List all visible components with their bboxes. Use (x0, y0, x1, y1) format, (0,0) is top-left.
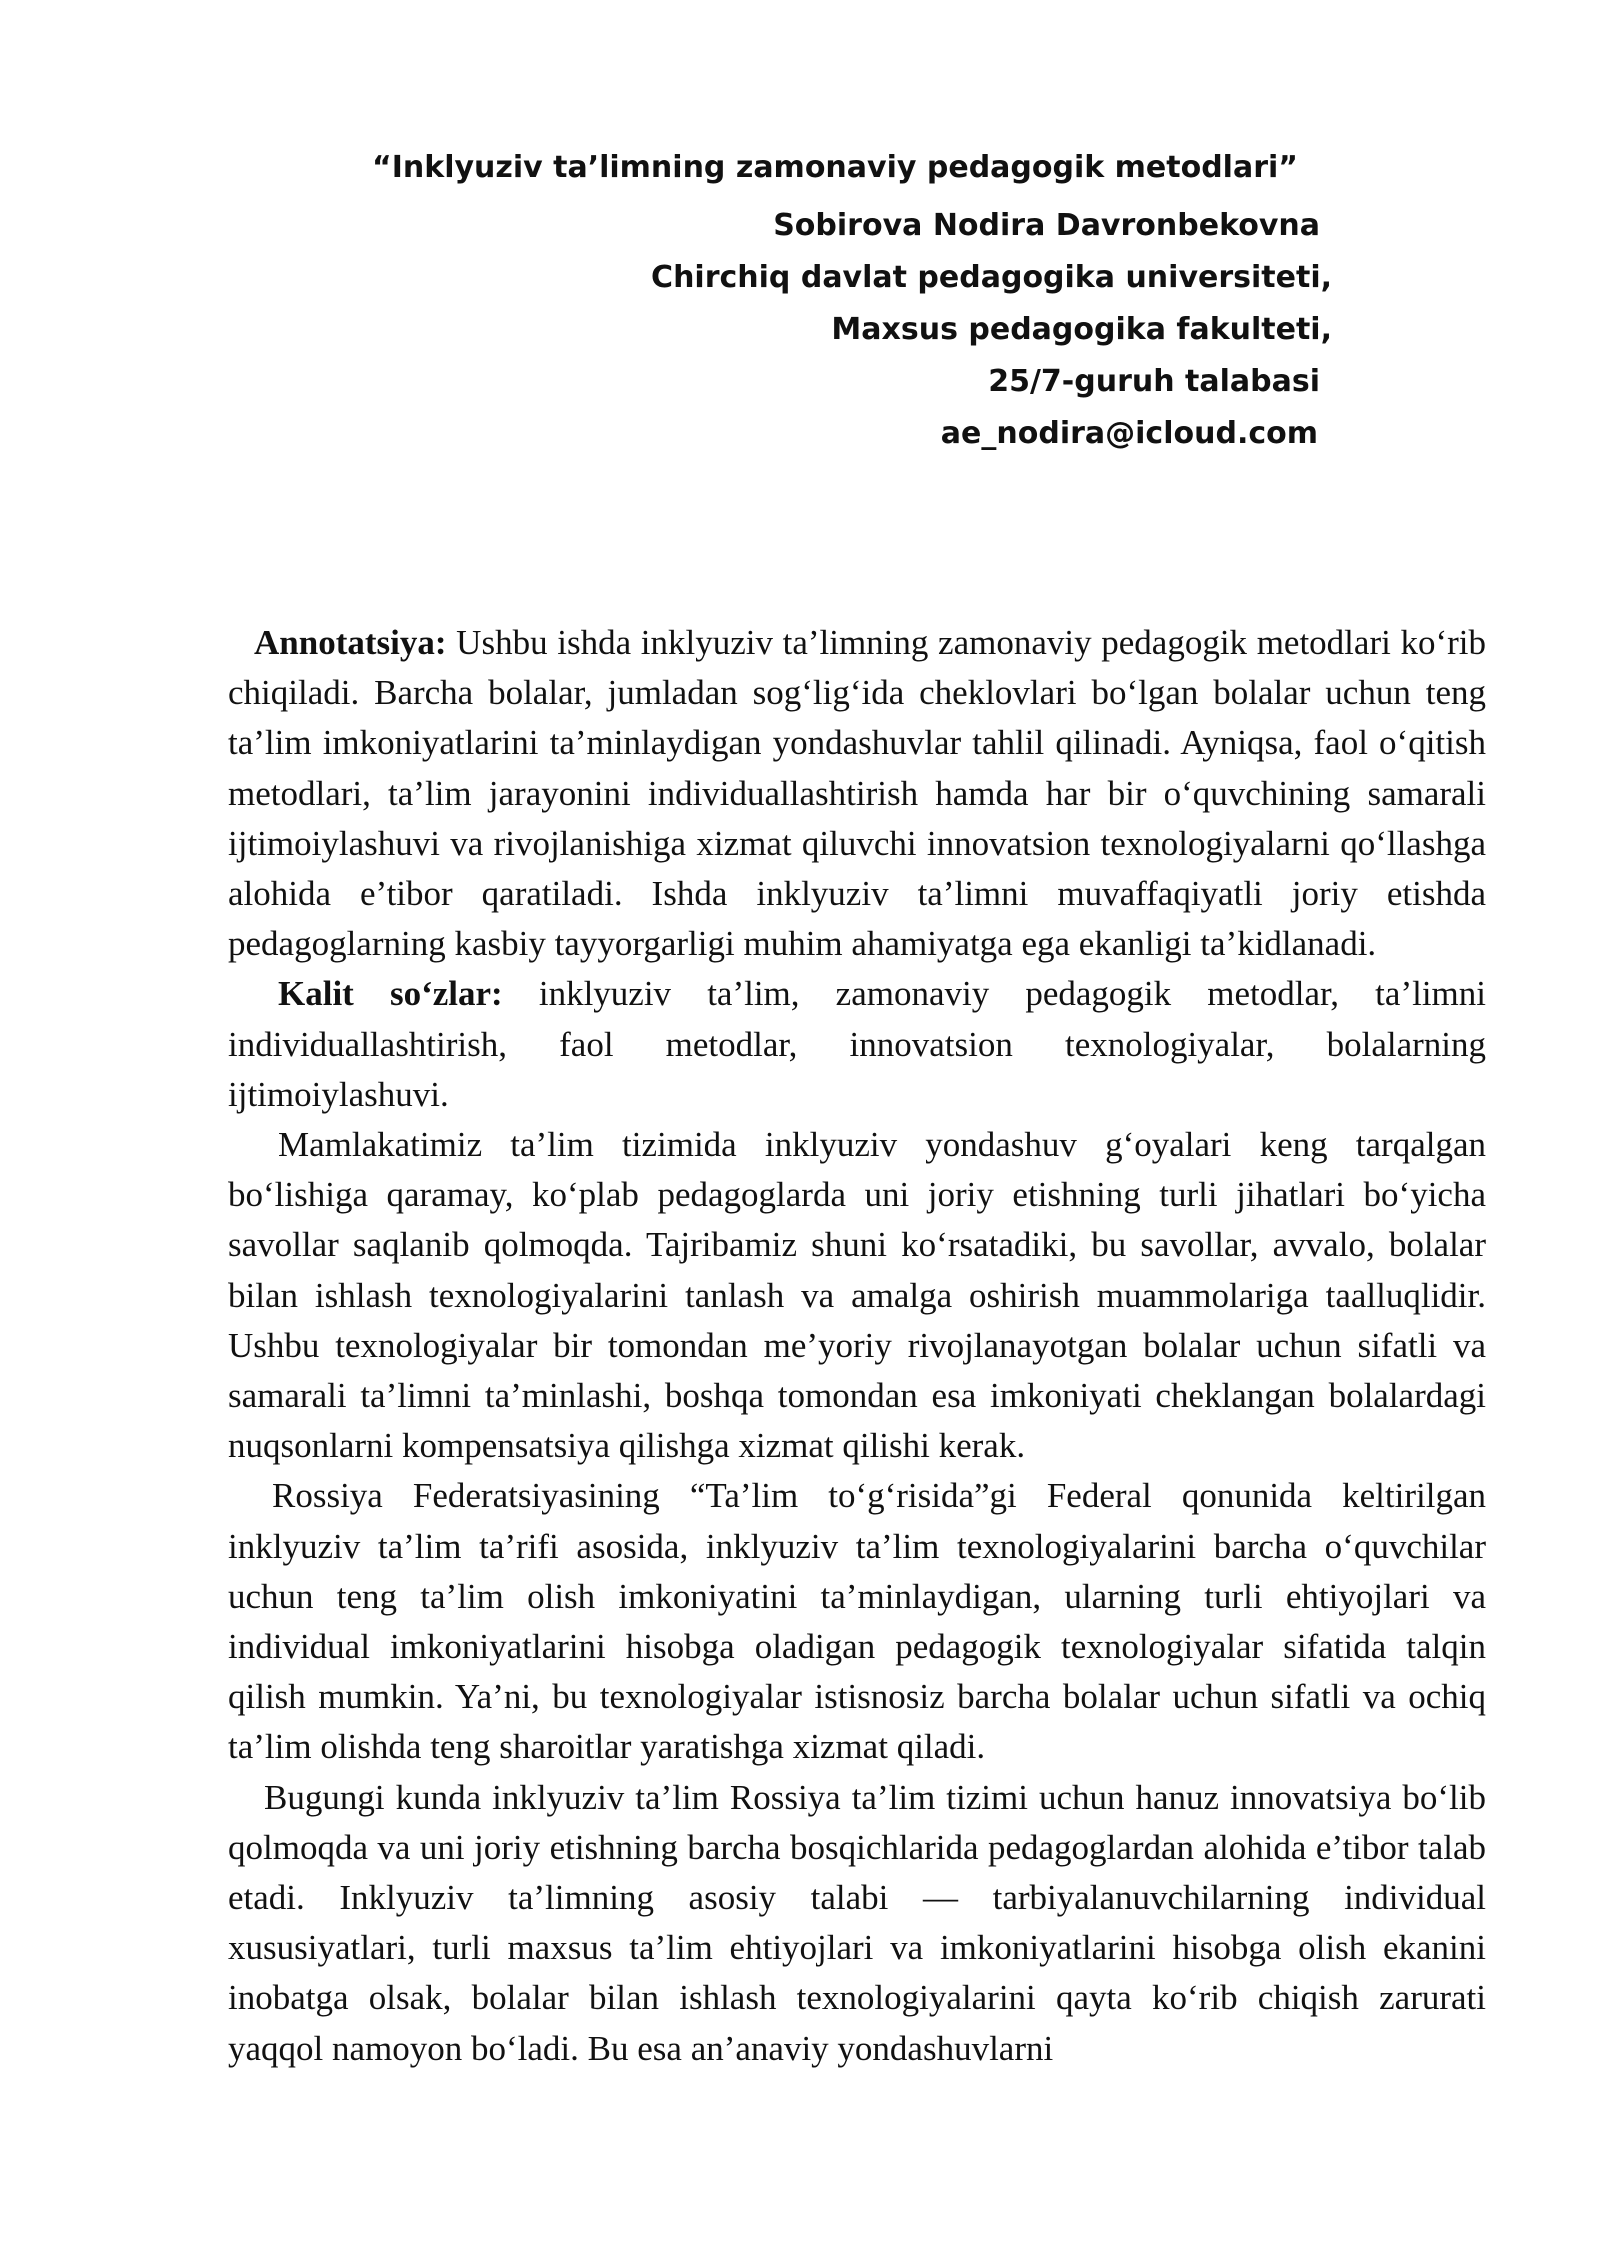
keywords-paragraph (228, 969, 1486, 1120)
keywords-label: Kalit so‘zlar: (278, 974, 503, 1014)
body-paragraph-3: Bugungi kunda inklyuziv ta’lim Rossiya ta’lim tizimi uchun hanuz innovatsiya bo‘lib qolmoqda va uni joriy etishning barcha bosqichlarida pedagoglardan alohida e’tibor talab etadi. Inklyuziv ta’limning asosiy talabi — tarbiyalanuvchilarning individual xususiyatlari, turli maxsus ta’lim ehtiyojlari va imkoniyatlarini hisobga olish ekanini inobatga olsak, bolalar bilan ishlash texnologiyalarini qayta ko‘rib chiqish zarurati yaqqol namoyon bo‘ladi. Bu esa an’anaviy yondashuvlarni (228, 1777, 1486, 2068)
body-paragraph-2: Rossiya Federatsiyasining “Ta’lim to‘g‘risida”gi Federal qonunida keltirilgan inklyuziv ta’lim ta’rifi asosida, inklyuziv ta’lim texnologiyalarini barcha o‘quvchilar uchun teng ta’lim olish imkoniyatini ta’minlaydigan, ularning turli ehtiyojlari va individual imkoniyatlarini hisobga oladigan pedagogik texnologiyalar sifatida talqin qilish mumkin. Ya’ni, bu texnologiyalar istisnosiz barcha bolalar uchun sifatli va ochiq ta’lim olishda teng sharoitlar yaratishga xizmat qiladi. (228, 1476, 1486, 1767)
paper-body (228, 618, 1486, 2074)
abstract-text: Ushbu ishda inklyuziv ta’limning zamonaviy pedagogik metodlari ko‘rib chiqiladi. Barcha bolalar, jumladan sog‘lig‘ida cheklovlari bo‘lgan bolalar uchun teng ta’lim imkoniyatlarini ta’minlaydigan yondashuvlar tahlil qilinadi. Ayniqsa, faol o‘qitish metodlari, ta’lim jarayonini individuallashtirish hamda har bir o‘quvchining samarali ijtimoiylashuvi va rivojlanishiga xizmat qiluvchi innovatsion texnologiyalarni qo‘llashga alohida e’tibor qaratiladi. Ishda inklyuziv ta’limni muvaffaqiyatli joriy etishda pedagoglarning kasbiy tayyorgarligi muhim ahamiyatga ega ekanligi ta’kidlanadi. (228, 623, 1486, 964)
abstract-paragraph (228, 618, 1486, 969)
author-email: ae_nodira@icloud.com (940, 416, 1318, 451)
author-name: Sobirova Nodira Davronbekovna (773, 208, 1320, 243)
body-paragraph-1: Mamlakatimiz ta’lim tizimida inklyuziv yondashuv g‘oyalari keng tarqalgan bo‘lishiga qaramay, ko‘plab pedagoglarda uni joriy etishning turli jihatlari bo‘yicha savollar saqlanib qolmoqda. Tajribamiz shuni ko‘rsatadiki, bu savollar, avvalo, bolalar bilan ishlash texnologiyalarini tanlash va amalga oshirish muammolariga taalluqlidir. Ushbu texnologiyalar bir tomondan me’yoriy rivojlanayotgan bolalar uchun sifatli va samarali ta’limni ta’minlashi, boshqa tomondan esa imkoniyati cheklangan bolalardagi nuqsonlarni kompensatsiya qilishga xizmat qilishi kerak. (228, 1125, 1486, 1466)
author-faculty: Maxsus pedagogika fakulteti, (831, 312, 1332, 347)
author-university: Chirchiq davlat pedagogika universiteti, (651, 260, 1332, 295)
keywords-text: inklyuziv ta’lim, zamonaviy pedagogik metodlar, ta’limni individuallashtirish, faol metodlar, innovatsion texnologiyalar, bolalarning ijtimoiylashuvi. (228, 974, 1486, 1114)
paper-title: “Inklyuziv ta’limning zamonaviy pedagogik metodlari” (372, 150, 1299, 185)
author-group: 25/7-guruh talabasi (988, 364, 1320, 399)
abstract-label: Annotatsiya: (254, 623, 447, 662)
